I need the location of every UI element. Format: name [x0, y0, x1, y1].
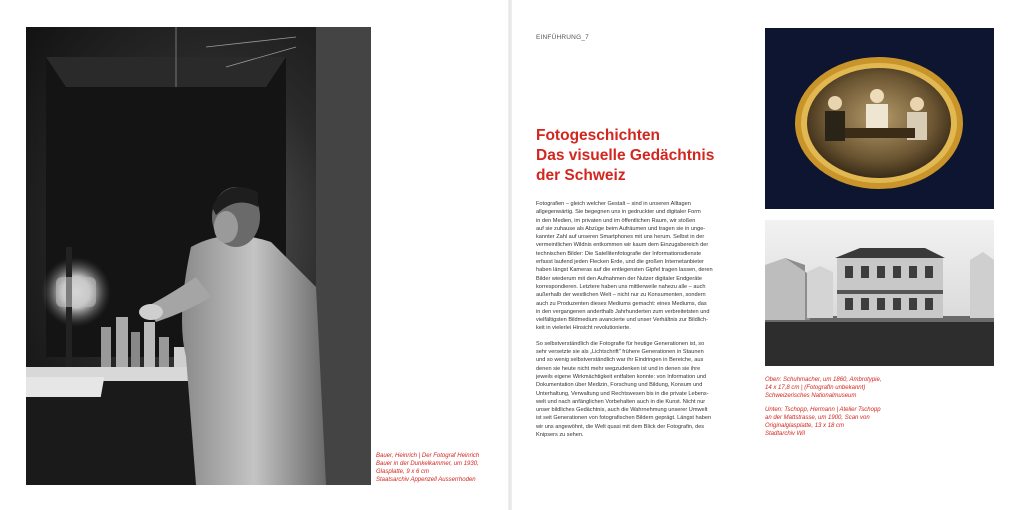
paragraph-1: [536, 200, 750, 333]
page-title: [536, 126, 756, 186]
text-line: welt und nach anfänglichen Vorbehalten auch in die Kunst. Nicht nur: [536, 398, 706, 405]
text-line: allgegenwärtig. Sie begegnen uns in gedruckter und digitaler Form: [536, 209, 701, 216]
caption-line: Bauer, Heinrich | Der Fotograf Heinrich: [376, 453, 480, 459]
text-line: ist seit Generationen von fotografischen Bildern geprägt. Längst haben: [536, 415, 712, 422]
ambrotype-photo: [765, 28, 994, 209]
text-line: technischen Bilder: Die Satellitenfotografie der Informationsdienste: [536, 250, 702, 257]
text-line: jeweils eigene Wirkmächtigkeit entfalten konnte: von Information und: [536, 373, 707, 380]
title-line: Fotogeschichten: [536, 127, 661, 144]
text-line: unser bildliches Gedächtnis, auch die Wahrnehmung unserer Umwelt: [536, 407, 708, 414]
text-line: korrespondieren. Letztere haben uns mittlerweile nahezu alle – auch: [536, 283, 706, 290]
text-line: Dokumentation über Medizin, Forschung und Bildung, Konsum und: [536, 382, 703, 389]
text-line: vielfältigsten Bildmedium avancierte und unser Verhältnis zur Bildlich-: [536, 317, 708, 324]
text-line: Unterhaltung, Verwaltung und Rechtswesen bis in die private Lebens-: [536, 390, 709, 397]
section-label: EINFÜHRUNG_7: [536, 34, 589, 41]
text-line: erfasst laufend jeden Flecken Erde, und die großen Internetanbieter: [536, 259, 704, 266]
title-line: Das visuelle Gedächtnis: [536, 147, 715, 164]
text-line: So selbstverständlich die Fotografie für heutige Generationen ist, so: [536, 340, 705, 347]
atelier-photo: [765, 220, 994, 366]
caption-line: an der Mattstrasse, um 1900, Scan von: [765, 415, 870, 421]
caption-line: 14 x 17,8 cm | (FotografIn unbekannt): [765, 385, 866, 391]
body-text: [536, 200, 750, 446]
text-line: vermeintlichen Wildnis entkommen wir kaum dem Einzugsbereich der: [536, 242, 709, 249]
text-line: auch zu Produzenten dieses Mediums gemacht: eines Mediums, das: [536, 300, 707, 307]
text-line: außerhalb der westlichen Welt – nicht nur zu Konsumenten, sondern: [536, 292, 706, 299]
caption-line: Stadtarchiv Wil: [765, 431, 805, 437]
text-line: wir uns angewöhnt, die Welt quasi mit dem Blick der Fotografin, des: [536, 423, 705, 430]
paragraph-2: [536, 340, 750, 440]
caption-line: Originalglasplatte, 13 x 18 cm: [765, 423, 845, 429]
text-line: Fotografien – gleich welcher Gestalt – sind in unseren Alltagen: [536, 201, 691, 207]
caption-line: Glasplatte, 9 x 6 cm: [376, 469, 430, 475]
caption-line: Oben: Schuhmacher, um 1860, Ambrotypie,: [765, 377, 882, 383]
text-line: und so wenig selbstverständlich war ihr Eindringen in Bereiche, aus: [536, 357, 704, 364]
caption-line: Unten: Tschopp, Hermann | Atelier Tschopp: [765, 407, 881, 413]
caption-top: [765, 376, 925, 400]
text-line: sehr versetzte sie als „Lichtschrift" frühere Generationen in Staunen: [536, 349, 704, 356]
text-line: haben längst Kameras auf die entlegensten Gipfel tragen lassen, deren: [536, 267, 713, 274]
text-line: denen sie heute nicht mehr wegzudenken ist und in denen sie ihre: [536, 365, 701, 372]
text-line: auf sie zuhause als Abzüge beim Aufräumen und tragen sie in unge-: [536, 225, 706, 232]
caption-line: Schweizerisches Nationalmuseum: [765, 393, 857, 399]
text-line: Bilder wiederum mit den Aufnahmen der Nutzer digitaler Endgeräte: [536, 275, 703, 282]
text-line: in den Medien, im privaten und im öffentlichen Raum, wir stoßen: [536, 217, 696, 224]
caption-line: Staatsarchiv Appenzell Ausserrhoden: [376, 477, 476, 483]
caption-line: Bauer in der Dunkelkammer, um 1930,: [376, 461, 479, 467]
text-line: Knipsers zu sehen.: [536, 432, 584, 439]
title-line: der Schweiz: [536, 167, 626, 184]
text-line: keit in vielerlei Hinsicht revolutionierte.: [536, 325, 631, 332]
text-line: in den vergangenen anderthalb Jahrhunderten zum verbreitetsten und: [536, 308, 710, 315]
caption-bottom: [765, 406, 925, 438]
right-photo-captions: [765, 376, 925, 444]
text-line: kannter Zahl auf unseren Smartphones mit uns herum. Selbst in der: [536, 234, 705, 241]
